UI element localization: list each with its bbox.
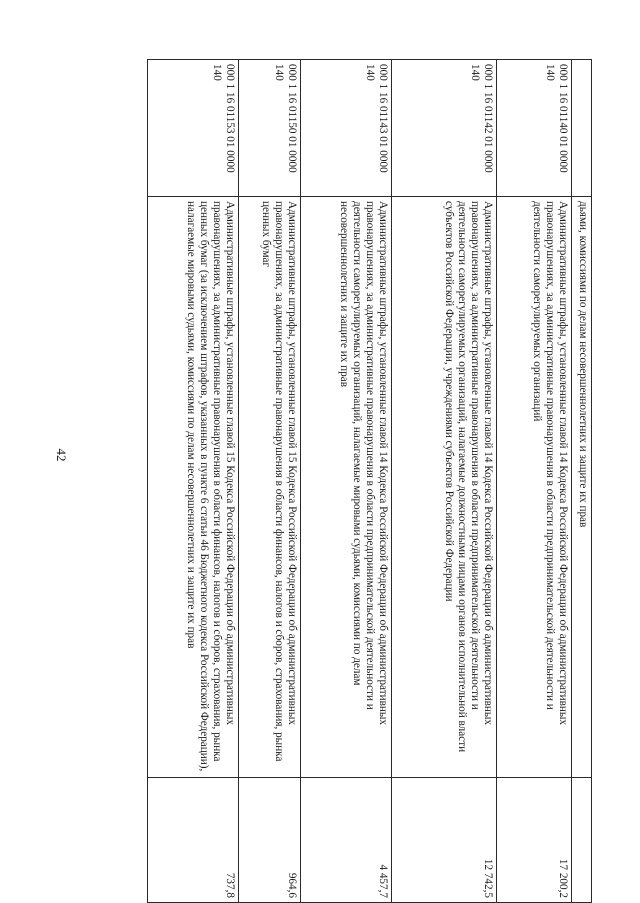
revenue-code-cell: 000 1 16 01143 01 0000 140 bbox=[301, 60, 392, 197]
revenue-amount-cell: 4 457,7 bbox=[301, 778, 392, 903]
revenue-name-cell: Административные штрафы, установленные главой 14 Кодекса Российской Федерации об административных правонарушениях, за административные правонарушения в области предпринимательской деятельности и деятельности саморегулируемых организаций bbox=[497, 197, 572, 778]
revenue-amount-cell: 737,8 bbox=[148, 778, 239, 903]
continuation-text-cell: дьями, комиссиями по делам несовершеннолетних и защите их прав bbox=[572, 197, 592, 778]
revenue-amount-cell: 12 742,5 bbox=[392, 778, 497, 903]
rotated-page-content bbox=[72, 59, 592, 898]
revenue-code-cell: 000 1 16 01150 01 0000 140 bbox=[239, 60, 301, 197]
revenue-amount-cell: 964,6 bbox=[239, 778, 301, 903]
revenue-name-cell: Административные штрафы, установленные главой 14 Кодекса Российской Федерации об административных правонарушениях, за административные правонарушения в области предпринимательской деятельности и деятельности саморегулируемых организаций, налагаемые должностными лицами органов исполнительной власти субъектов Российской Федерации, учреждениями субъектов Российской Федерации bbox=[392, 197, 497, 778]
revenue-amount-cell: 17 200,2 bbox=[497, 778, 572, 903]
revenue-code-cell: 000 1 16 01142 01 0000 140 bbox=[392, 60, 497, 197]
revenue-name-cell: Административные штрафы, установленные главой 14 Кодекса Российской Федерации об административных правонарушениях, за административные правонарушения в области предпринимательской деятельности и деятельности саморегулируемых организаций, налагаемые мировыми судьями, комиссиями по делам несовершеннолетних и защите их прав bbox=[301, 197, 392, 778]
table-row-continuation bbox=[572, 60, 592, 903]
revenue-name-cell: Административные штрафы, установленные главой 15 Кодекса Российской Федерации об административных правонарушениях, за административные правонарушения в области финансов, налогов и сборов, страхования, рынка ценных бумаг (за исключением штрафов, указанных в пункте 6 статьи 46 Бюджетного кодекса Российской Федерации), налагаемые мировыми судьями, комиссиями по делам несовершеннолетних и защите их прав bbox=[148, 197, 239, 778]
code-cell-empty bbox=[572, 60, 592, 197]
table-row bbox=[392, 60, 497, 903]
table-row bbox=[148, 60, 239, 903]
revenue-name-cell: Административные штрафы, установленные главой 15 Кодекса Российской Федерации об административных правонарушениях, за административные правонарушения в области финансов, налогов и сборов, страхования, рынка ценных бумаг bbox=[239, 197, 301, 778]
revenue-code-cell: 000 1 16 01153 01 0000 140 bbox=[148, 60, 239, 197]
table-row bbox=[497, 60, 572, 903]
table-row bbox=[301, 60, 392, 903]
table-row bbox=[239, 60, 301, 903]
budget-revenue-table bbox=[147, 59, 592, 903]
page-number: 42 bbox=[54, 448, 69, 462]
revenue-code-cell: 000 1 16 01140 01 0000 140 bbox=[497, 60, 572, 197]
budget-table-sheet bbox=[72, 59, 592, 898]
amount-cell-empty bbox=[572, 778, 592, 903]
